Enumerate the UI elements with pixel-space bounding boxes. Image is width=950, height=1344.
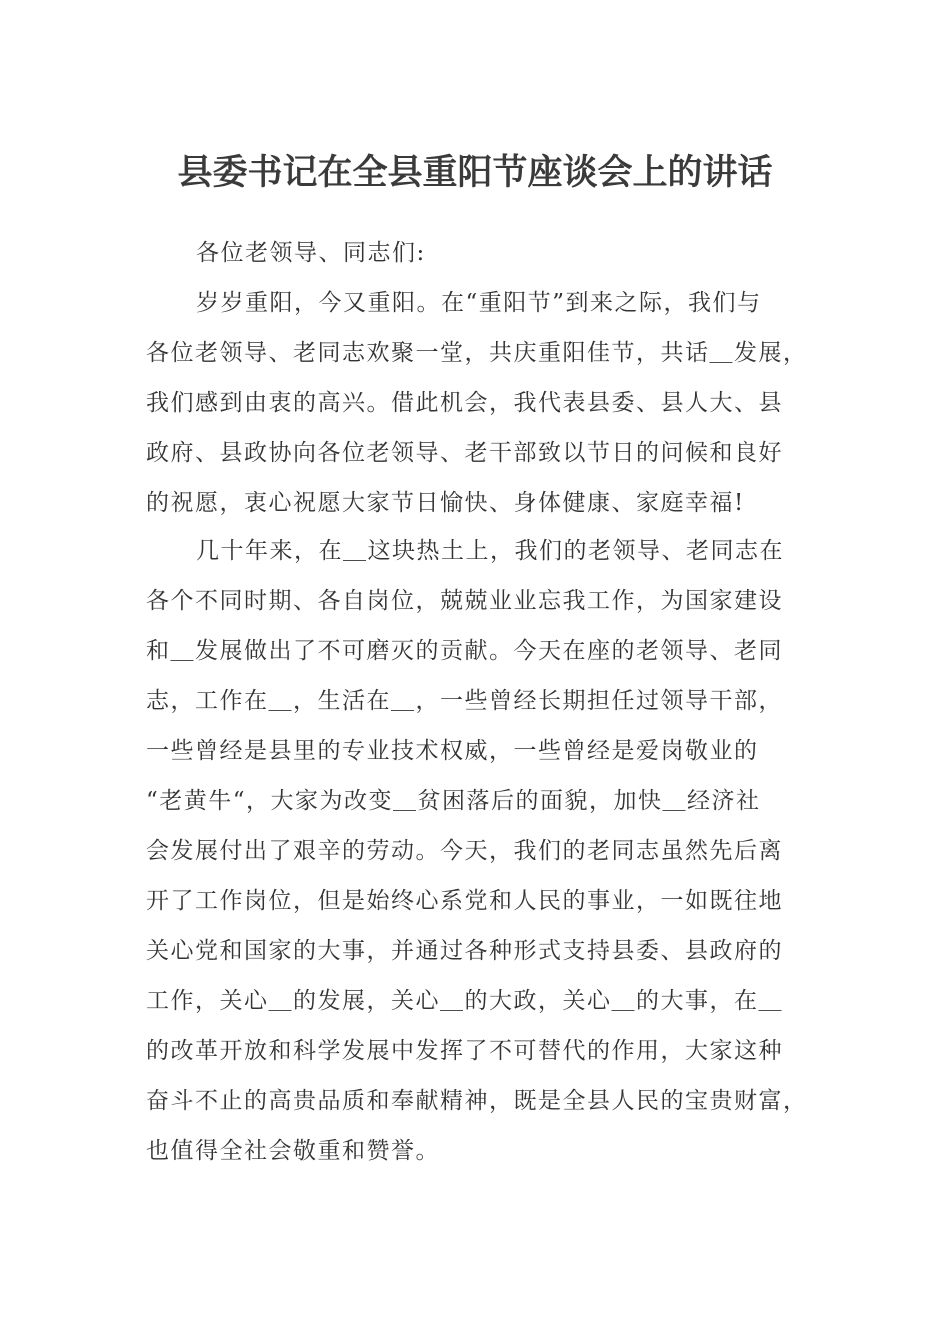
body-line: 志，工作在＿，生活在＿，一些曾经长期担任过领导干部， (146, 688, 783, 714)
body-line: 的祝愿，衷心祝愿大家节日愉快、身体健康、家庭幸福! (146, 490, 745, 516)
body-line: 工作，关心＿的发展，关心＿的大政，关心＿的大事，在＿ (146, 988, 783, 1014)
body-line: 几十年来，在＿这块热土上，我们的老领导、老同志在 (196, 538, 784, 564)
body-line: 开了工作岗位，但是始终心系党和人民的事业，一如既往地 (146, 888, 783, 914)
body-line: 政府、县政协向各位老领导、老干部致以节日的问候和良好 (146, 440, 783, 466)
body-line: 和＿发展做出了不可磨灭的贡献。今天在座的老领导、老同 (146, 638, 783, 664)
document-title: 县委书记在全县重阳节座谈会上的讲话 (177, 152, 773, 193)
body-line: 各个不同时期、各自岗位，兢兢业业忘我工作，为国家建设 (146, 588, 783, 614)
body-line: 奋斗不止的高贵品质和奉献精神，既是全县人民的宝贵财富， (146, 1088, 808, 1114)
body-line: 的改革开放和科学发展中发挥了不可替代的作用，大家这种 (146, 1038, 783, 1064)
salutation-line: 各位老领导、同志们: (196, 240, 426, 266)
body-line: 我们感到由衷的高兴。借此机会，我代表县委、县人大、县 (146, 390, 783, 416)
body-line: 会发展付出了艰辛的劳动。今天，我们的老同志虽然先后离 (146, 838, 783, 864)
body-line: 一些曾经是县里的专业技术权威，一些曾经是爱岗敬业的 (146, 738, 759, 764)
body-line: 各位老领导、老同志欢聚一堂，共庆重阳佳节，共话＿发展， (146, 340, 808, 366)
body-line: 关心党和国家的大事，并通过各种形式支持县委、县政府的 (146, 938, 783, 964)
body-line: “老黄牛“，大家为改变＿贫困落后的面貌，加快＿经济社 (146, 788, 761, 814)
body-line: 也值得全社会敬重和赞誉。 (146, 1138, 440, 1164)
body-line: 岁岁重阳，今又重阳。在“重阳节”到来之际，我们与 (196, 290, 762, 316)
